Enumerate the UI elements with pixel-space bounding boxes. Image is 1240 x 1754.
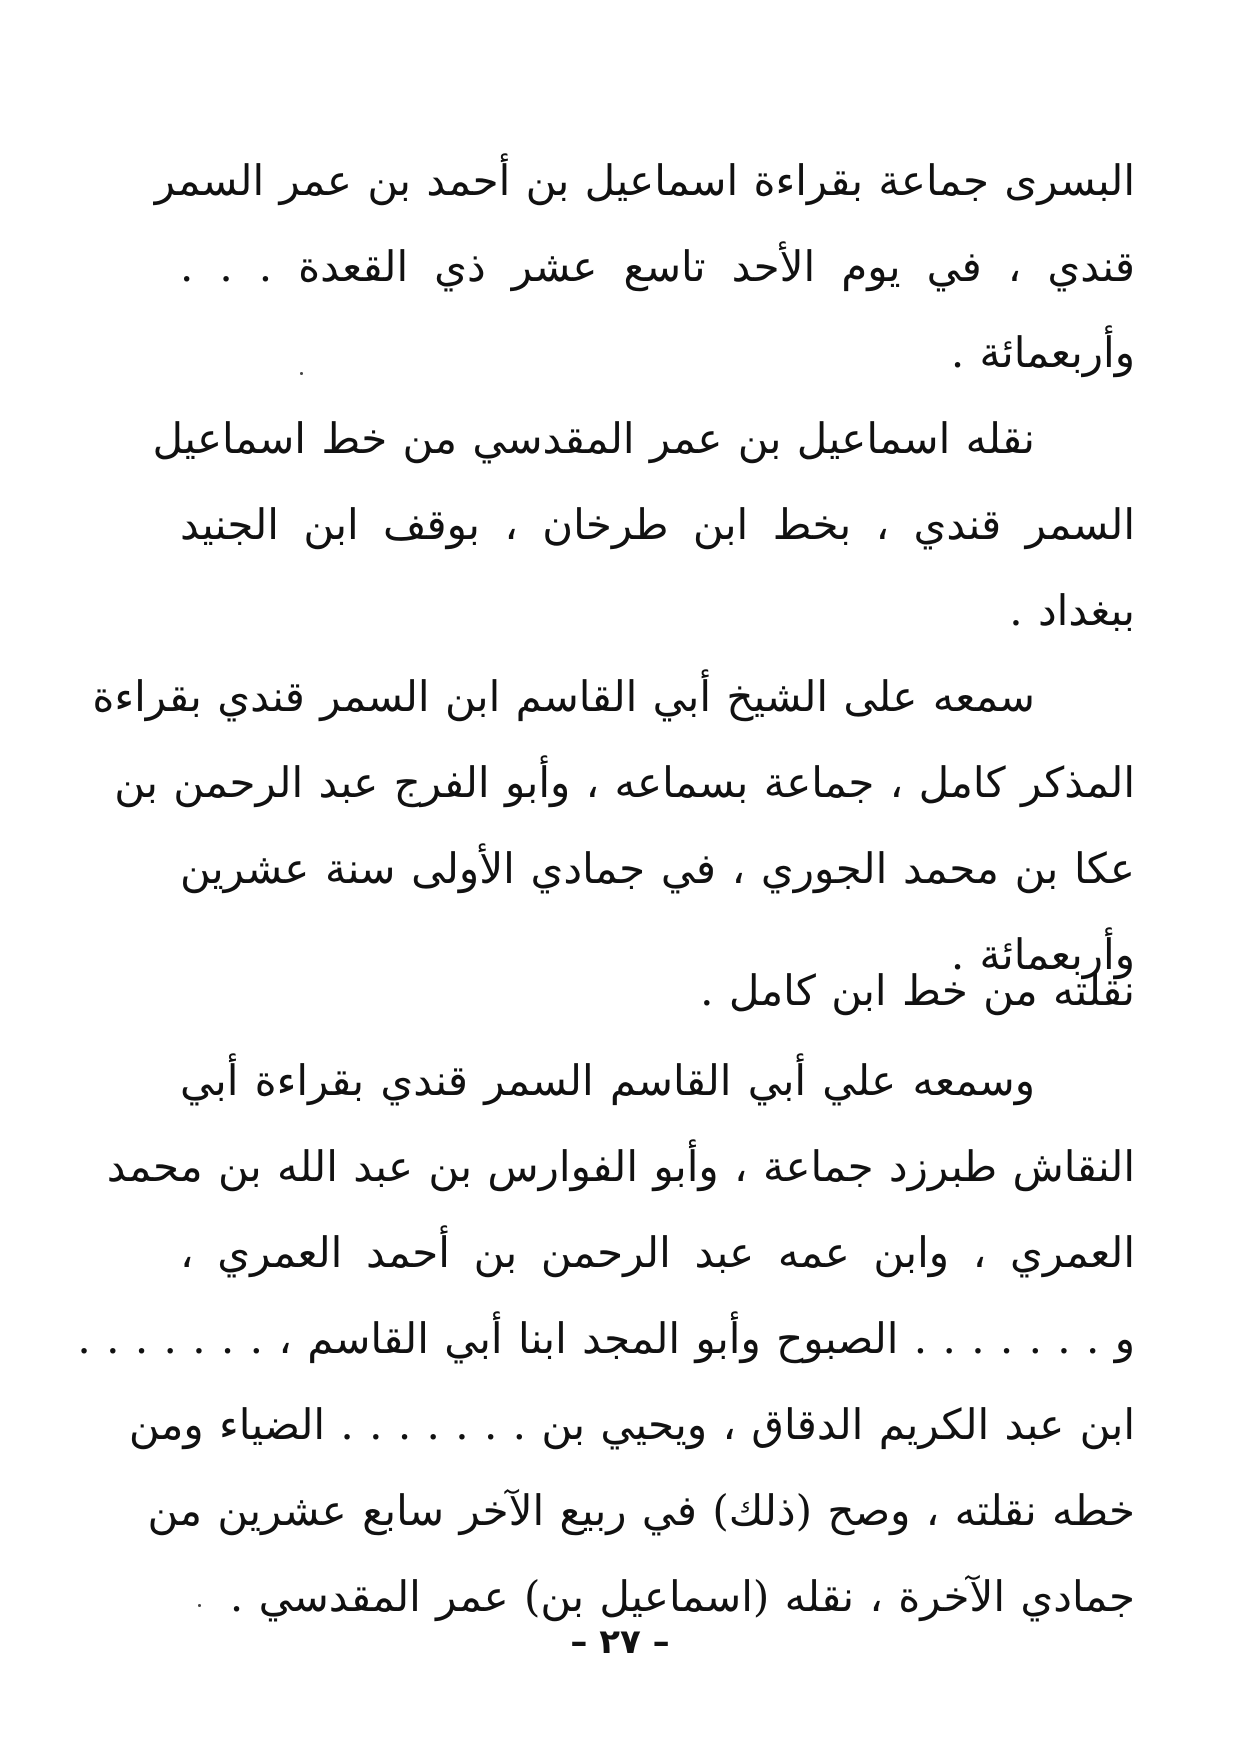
text-line: ببغداد .	[1009, 586, 1135, 635]
text-line: السمر قندي ، بخط ابن طرخان ، بوقف ابن الجنيد	[180, 500, 1135, 549]
text-line: وأربعمائة .	[950, 328, 1135, 377]
paragraph-3	[92, 654, 1135, 998]
text-line: قندي ، في يوم الأحد تاسع عشر ذي القعدة . . .	[180, 242, 1135, 291]
text-line: و . . . . . . . الصبوح وأبو المجد ابنا أبي القاسم ، . . . . . . .	[77, 1314, 1135, 1363]
text-line: وأربعمائة .	[950, 930, 1135, 979]
text-line: ابن عبد الكريم الدقاق ، ويحيي بن . . . . . . . الضياء ومن	[128, 1400, 1135, 1449]
text-line: وسمعه علي أبي القاسم السمر قندي بقراءة أبي	[180, 1056, 1035, 1105]
paragraph-2	[152, 396, 1135, 654]
text-line: جمادي الآخرة ، نقله (اسماعيل بن) عمر المقدسي .	[229, 1572, 1135, 1621]
text-line: عكا بن محمد الجوري ، في جمادي الأولى سنة عشرين	[180, 844, 1135, 893]
paragraph-5	[77, 1038, 1135, 1640]
text-line: المذكر كامل ، جماعة بسماعه ، وأبو الفرج عبد الرحمن بن	[114, 758, 1135, 807]
page-number: – ٢٧ –	[570, 1622, 670, 1662]
text-line: سمعه على الشيخ أبي القاسم ابن السمر قندي بقراءة	[92, 672, 1035, 721]
speck-mark	[198, 1604, 201, 1607]
text-line: البسرى جماعة بقراءة اسماعيل بن أحمد بن عمر السمر	[154, 156, 1135, 205]
paragraph-4	[700, 948, 1135, 1034]
text-line: العمري ، وابن عمه عبد الرحمن بن أحمد العمري ،	[180, 1228, 1135, 1277]
text-line: النقاش طبرزد جماعة ، وأبو الفوارس بن عبد الله بن محمد	[106, 1142, 1135, 1191]
text-line: خطه نقلته ، وصح (ذلك) في ربيع الآخر سابع عشرين من	[147, 1486, 1135, 1535]
speck-mark	[300, 372, 303, 375]
paragraph-1	[154, 138, 1135, 396]
text-line: نقلته من خط ابن كامل .	[700, 966, 1135, 1015]
text-line: نقله اسماعيل بن عمر المقدسي من خط اسماعيل	[152, 414, 1035, 463]
